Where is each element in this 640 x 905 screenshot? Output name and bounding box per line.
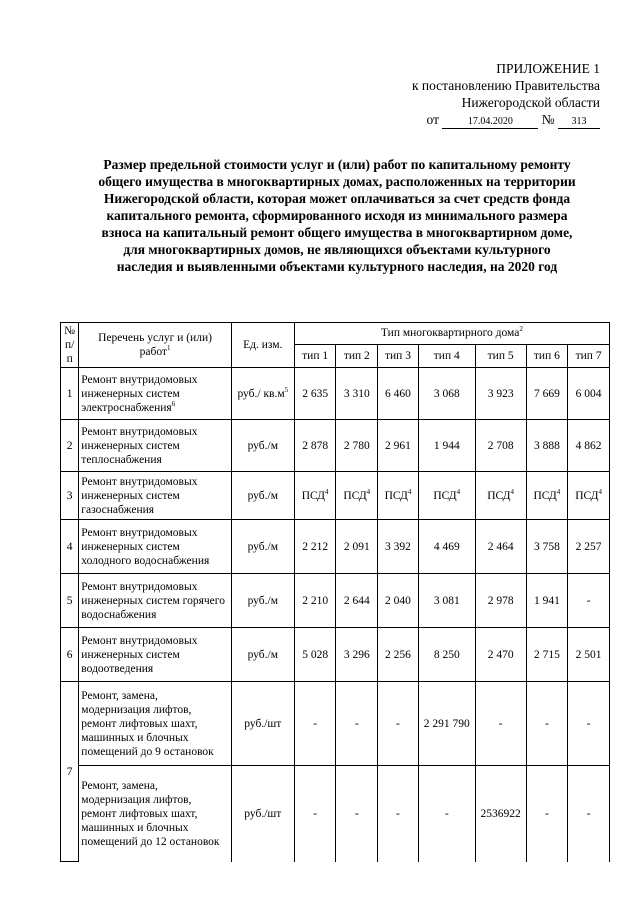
cell-value: 4 469: [418, 520, 475, 574]
header-type-1: тип 1: [294, 344, 336, 367]
cell-value-text: ПСД: [433, 489, 457, 502]
cell-value: 3 068: [418, 368, 475, 420]
row-unit: [231, 368, 294, 420]
cell-value: 3 392: [378, 520, 419, 574]
row-num: 6: [61, 628, 79, 682]
cell-value: [568, 472, 610, 520]
cell-value: -: [568, 682, 610, 766]
cell-value: 1 941: [526, 574, 568, 628]
table-row: [61, 420, 610, 472]
cell-value: 2 878: [294, 420, 336, 472]
cell-value: 2 257: [568, 520, 610, 574]
cell-value-text: ПСД: [343, 489, 367, 502]
cell-value: -: [526, 682, 568, 766]
row-unit: руб./шт: [231, 682, 294, 766]
row-num: 2: [61, 420, 79, 472]
cell-value: 2 212: [294, 520, 336, 574]
cell-value: 2 708: [475, 420, 526, 472]
cell-value: 2 040: [378, 574, 419, 628]
cell-value-text: ПСД: [487, 489, 511, 502]
row-service-text: Ремонт внутридомовых инженерных систем электроснабжения: [81, 373, 198, 414]
cell-value: 7 669: [526, 368, 568, 420]
cell-value-text: ПСД: [533, 489, 557, 502]
appendix-heading: ПРИЛОЖЕНИЕ 1: [496, 61, 600, 76]
price-table-wrapper: [60, 322, 610, 862]
document-title: Размер предельной стоимости услуг и (или) работ по капитальному ремонту общего имущества в многоквартирных домах, расположенных на территории Нижегородской области, которая может оплачиваться за счет средств фонда капитального ремонта, сформированного исходя из минимального размера взноса на капитальный ремонт общего имущества в многоквартирном доме, для многоквартирных домов, не являющихся объектами культурного наследия и выявленными объектами культурного наследия, на 2020 год: [98, 157, 576, 274]
cell-value: 5 028: [294, 628, 336, 682]
cell-value: 3 081: [418, 574, 475, 628]
row-service: [79, 368, 231, 420]
cell-value: [475, 472, 526, 520]
table-row: [61, 628, 610, 682]
number-label: №: [541, 112, 555, 127]
header-type-3: тип 3: [378, 344, 419, 367]
cell-value: 2 501: [568, 628, 610, 682]
row-unit: руб./шт: [231, 766, 294, 862]
row-service: Ремонт внутридомовых инженерных систем холодного водоснабжения: [79, 520, 231, 574]
cell-value: 2 464: [475, 520, 526, 574]
cell-value: 3 888: [526, 420, 568, 472]
cell-footnote: 4: [456, 487, 461, 496]
price-table: [60, 322, 610, 862]
header-type-2: тип 2: [336, 344, 378, 367]
cell-value: 2536922: [475, 766, 526, 862]
row-service: Ремонт внутридомовых инженерных систем водоотведения: [79, 628, 231, 682]
header-unit: [231, 323, 294, 368]
cell-value: 2 291 790: [418, 682, 475, 766]
order-number: 313: [558, 116, 600, 129]
header-type-group-label: Тип многоквартирного дома: [380, 327, 520, 340]
cell-value: 8 250: [418, 628, 475, 682]
cell-value: -: [475, 682, 526, 766]
header-type-group: [294, 323, 609, 345]
appendix-order-line: [340, 111, 600, 129]
cell-value: 6 004: [568, 368, 610, 420]
row-service: Ремонт, замена, модернизация лифтов, ремонт лифтовых шахт, машинных и блочных помещений до 12 остановок: [79, 766, 231, 862]
appendix-line-2: Нижегородской области: [461, 95, 600, 110]
cell-value: 3 758: [526, 520, 568, 574]
cell-value: -: [418, 766, 475, 862]
appendix-line-1: к постановлению Правительства: [411, 78, 600, 93]
cell-value-text: ПСД: [301, 489, 325, 502]
cell-value-text: ПСД: [384, 489, 408, 502]
header-num-label: № п/п: [64, 325, 76, 365]
header-type-7: тип 7: [568, 344, 610, 367]
cell-value: 2 644: [336, 574, 378, 628]
cell-value: [294, 472, 336, 520]
cell-value: 1 944: [418, 420, 475, 472]
row-service: Ремонт, замена, модернизация лифтов, ремонт лифтовых шахт, машинных и блочных помещений до 9 остановок: [79, 682, 231, 766]
table-row: [61, 766, 610, 862]
cell-value: -: [336, 766, 378, 862]
cell-value: -: [378, 682, 419, 766]
cell-value: 2 780: [336, 420, 378, 472]
row-num: 4: [61, 520, 79, 574]
cell-value-text: ПСД: [575, 489, 599, 502]
row-num: 1: [61, 368, 79, 420]
header-type-5: тип 5: [475, 344, 526, 367]
row-unit: руб./м: [231, 420, 294, 472]
header-type-group-footnote: 2: [519, 325, 523, 334]
table-row: [61, 472, 610, 520]
cell-value: 2 470: [475, 628, 526, 682]
cell-value: -: [568, 574, 610, 628]
cell-footnote: 4: [366, 487, 371, 496]
row-unit: руб./м: [231, 628, 294, 682]
row-service: Ремонт внутридомовых инженерных систем теплоснабжения: [79, 420, 231, 472]
header-service: [79, 323, 231, 368]
row-service: Ремонт внутридомовых инженерных систем горячего водоснабжения: [79, 574, 231, 628]
cell-value: -: [336, 682, 378, 766]
cell-footnote: 4: [407, 487, 412, 496]
cell-value: [526, 472, 568, 520]
cell-value: 3 296: [336, 628, 378, 682]
table-row: [61, 520, 610, 574]
cell-value: [418, 472, 475, 520]
header-unit-label: Ед. изм.: [243, 339, 283, 351]
cell-value: [336, 472, 378, 520]
cell-footnote: 4: [325, 487, 329, 496]
cell-value: -: [294, 682, 336, 766]
from-label: от: [426, 112, 439, 127]
row-num: 5: [61, 574, 79, 628]
row-unit-footnote: 5: [284, 385, 289, 394]
row-unit: руб./м: [231, 520, 294, 574]
table-row: [61, 574, 610, 628]
row-service-footnote: 6: [171, 399, 176, 408]
cell-value: -: [568, 766, 610, 862]
cell-value: -: [378, 766, 419, 862]
cell-value: 3 923: [475, 368, 526, 420]
cell-value: 2 256: [378, 628, 419, 682]
cell-value: 6 460: [378, 368, 419, 420]
order-date: 17.04.2020: [442, 116, 538, 129]
cell-footnote: 4: [556, 487, 561, 496]
appendix-block: [340, 60, 600, 129]
cell-value: 2 961: [378, 420, 419, 472]
row-service: Ремонт внутридомовых инженерных систем газоснабжения: [79, 472, 231, 520]
cell-value: -: [294, 766, 336, 862]
row-unit-text: руб./ кв.м: [237, 387, 285, 400]
table-row: [61, 682, 610, 766]
cell-value: 4 862: [568, 420, 610, 472]
row-unit: руб./м: [231, 472, 294, 520]
cell-value: 3 310: [336, 368, 378, 420]
header-num: [61, 323, 79, 368]
cell-value: 2 715: [526, 628, 568, 682]
cell-value: -: [526, 766, 568, 862]
header-type-6: тип 6: [526, 344, 568, 367]
table-row: [61, 368, 610, 420]
cell-value: [378, 472, 419, 520]
cell-value: 2 635: [294, 368, 336, 420]
header-service-footnote: 1: [166, 344, 171, 353]
header-service-label: Перечень услуг и (или) работ: [98, 332, 212, 358]
row-num: 7: [61, 682, 79, 862]
cell-value: 2 091: [336, 520, 378, 574]
row-num: 3: [61, 472, 79, 520]
header-type-4: тип 4: [418, 344, 475, 367]
cell-value: 2 978: [475, 574, 526, 628]
cell-footnote: 4: [510, 487, 514, 496]
cell-footnote: 4: [598, 487, 602, 496]
cell-value: 2 210: [294, 574, 336, 628]
row-unit: руб./м: [231, 574, 294, 628]
